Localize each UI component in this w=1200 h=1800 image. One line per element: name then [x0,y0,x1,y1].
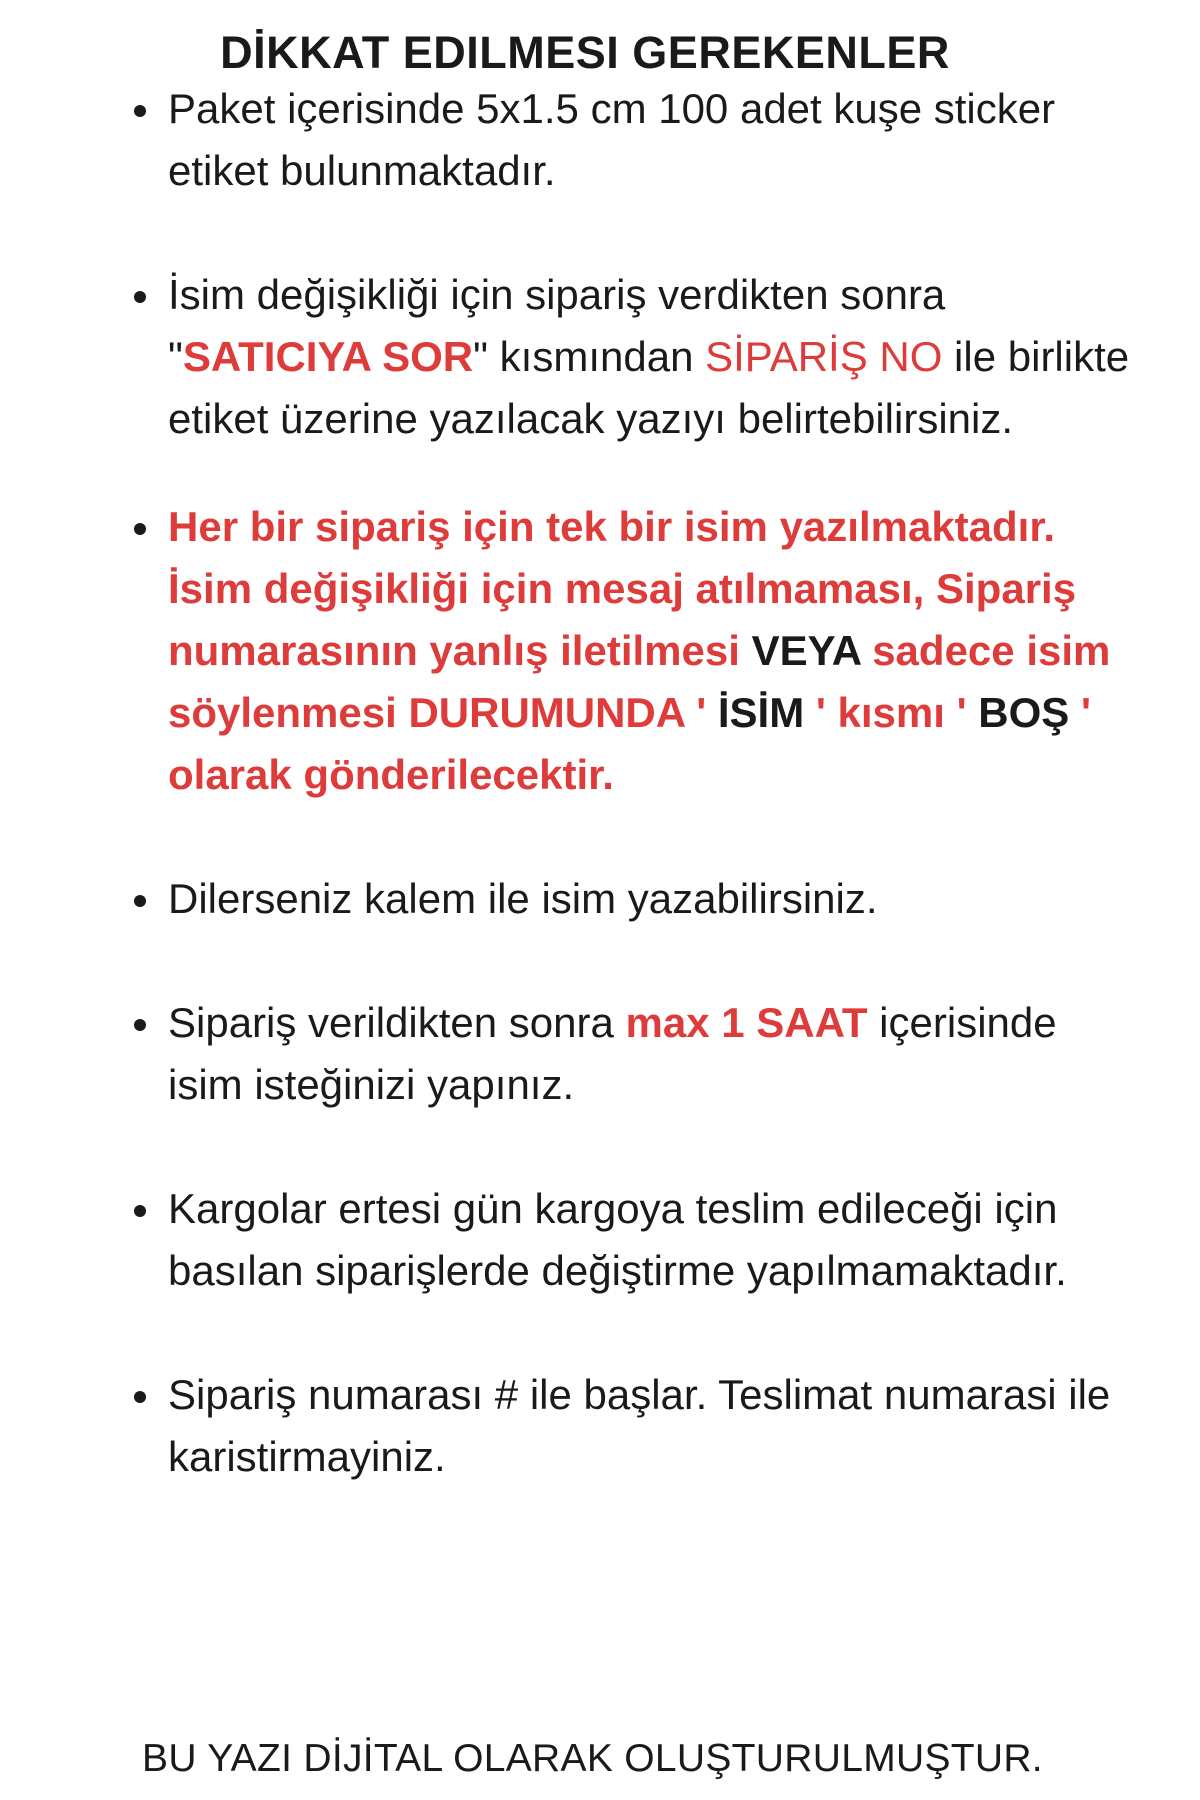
keyword-or: VEYA [751,627,861,674]
note-single-name-warning [0,496,1200,806]
note-text: ile birlikte etiket üzerine yazılacak yazıyı belirtebilirsiniz. [168,333,1130,442]
warning-text: Her bir sipariş için tek bir isim yazılmaktadır. İsim değişikliği için mesaj atılmaması, Sipariş numarasının yanlış iletilmesi [168,503,1077,674]
note-time-limit [0,992,1200,1116]
note-text: Sipariş numarası # ile başlar. Teslimat numarasi ile karistirmayiniz. [168,1371,1111,1480]
time-limit-highlight: max 1 SAAT [625,999,868,1046]
order-no-highlight: SİPARİŞ NO [705,333,943,380]
note-text: Sipariş verildikten sonra [168,999,626,1046]
notes-list [0,78,1200,1488]
bullet-icon [134,895,146,907]
bullet-icon [134,1205,146,1217]
note-shipping [0,1178,1200,1302]
keyword-empty: BOŞ [978,689,1070,736]
ask-seller-highlight: SATICIYA SOR [182,333,474,380]
bullet-icon [134,1019,146,1031]
note-text: Paket içerisinde 5x1.5 cm 100 adet kuşe sticker etiket bulunmaktadır. [168,85,1056,194]
note-name-change [0,264,1200,450]
bullet-icon [134,1391,146,1403]
note-text: " kısmından [473,333,706,380]
footer-disclaimer: BU YAZI DİJİTAL OLARAK OLUŞTURULMUŞTUR. [142,1737,1043,1780]
page-title: DİKKAT EDILMESI GEREKENLER [220,27,950,78]
bullet-icon [134,105,146,117]
note-text: Kargolar ertesi gün kargoya teslim edileceği için basılan siparişlerde değiştirme yapılmamaktadır. [168,1185,1067,1294]
bullet-icon [134,523,146,535]
note-text: Dilerseniz kalem ile isim yazabilirsiniz. [168,875,878,922]
bullet-icon [134,291,146,303]
note-text: İsim değişikliği için sipariş verdikten sonra " [168,271,946,380]
warning-text: sadece isim söylenmesi DURUMUNDA ' [168,627,1111,736]
note-package-contents [0,78,1200,202]
keyword-name: İSİM [717,689,805,736]
note-order-number [0,1364,1200,1488]
warning-text: ' kısmı ' [804,689,979,736]
note-text: içerisinde isim isteğinizi yapınız. [168,999,1057,1108]
warning-text: ' olarak gönderilecektir. [168,689,1091,798]
note-pen-option [0,868,1200,930]
